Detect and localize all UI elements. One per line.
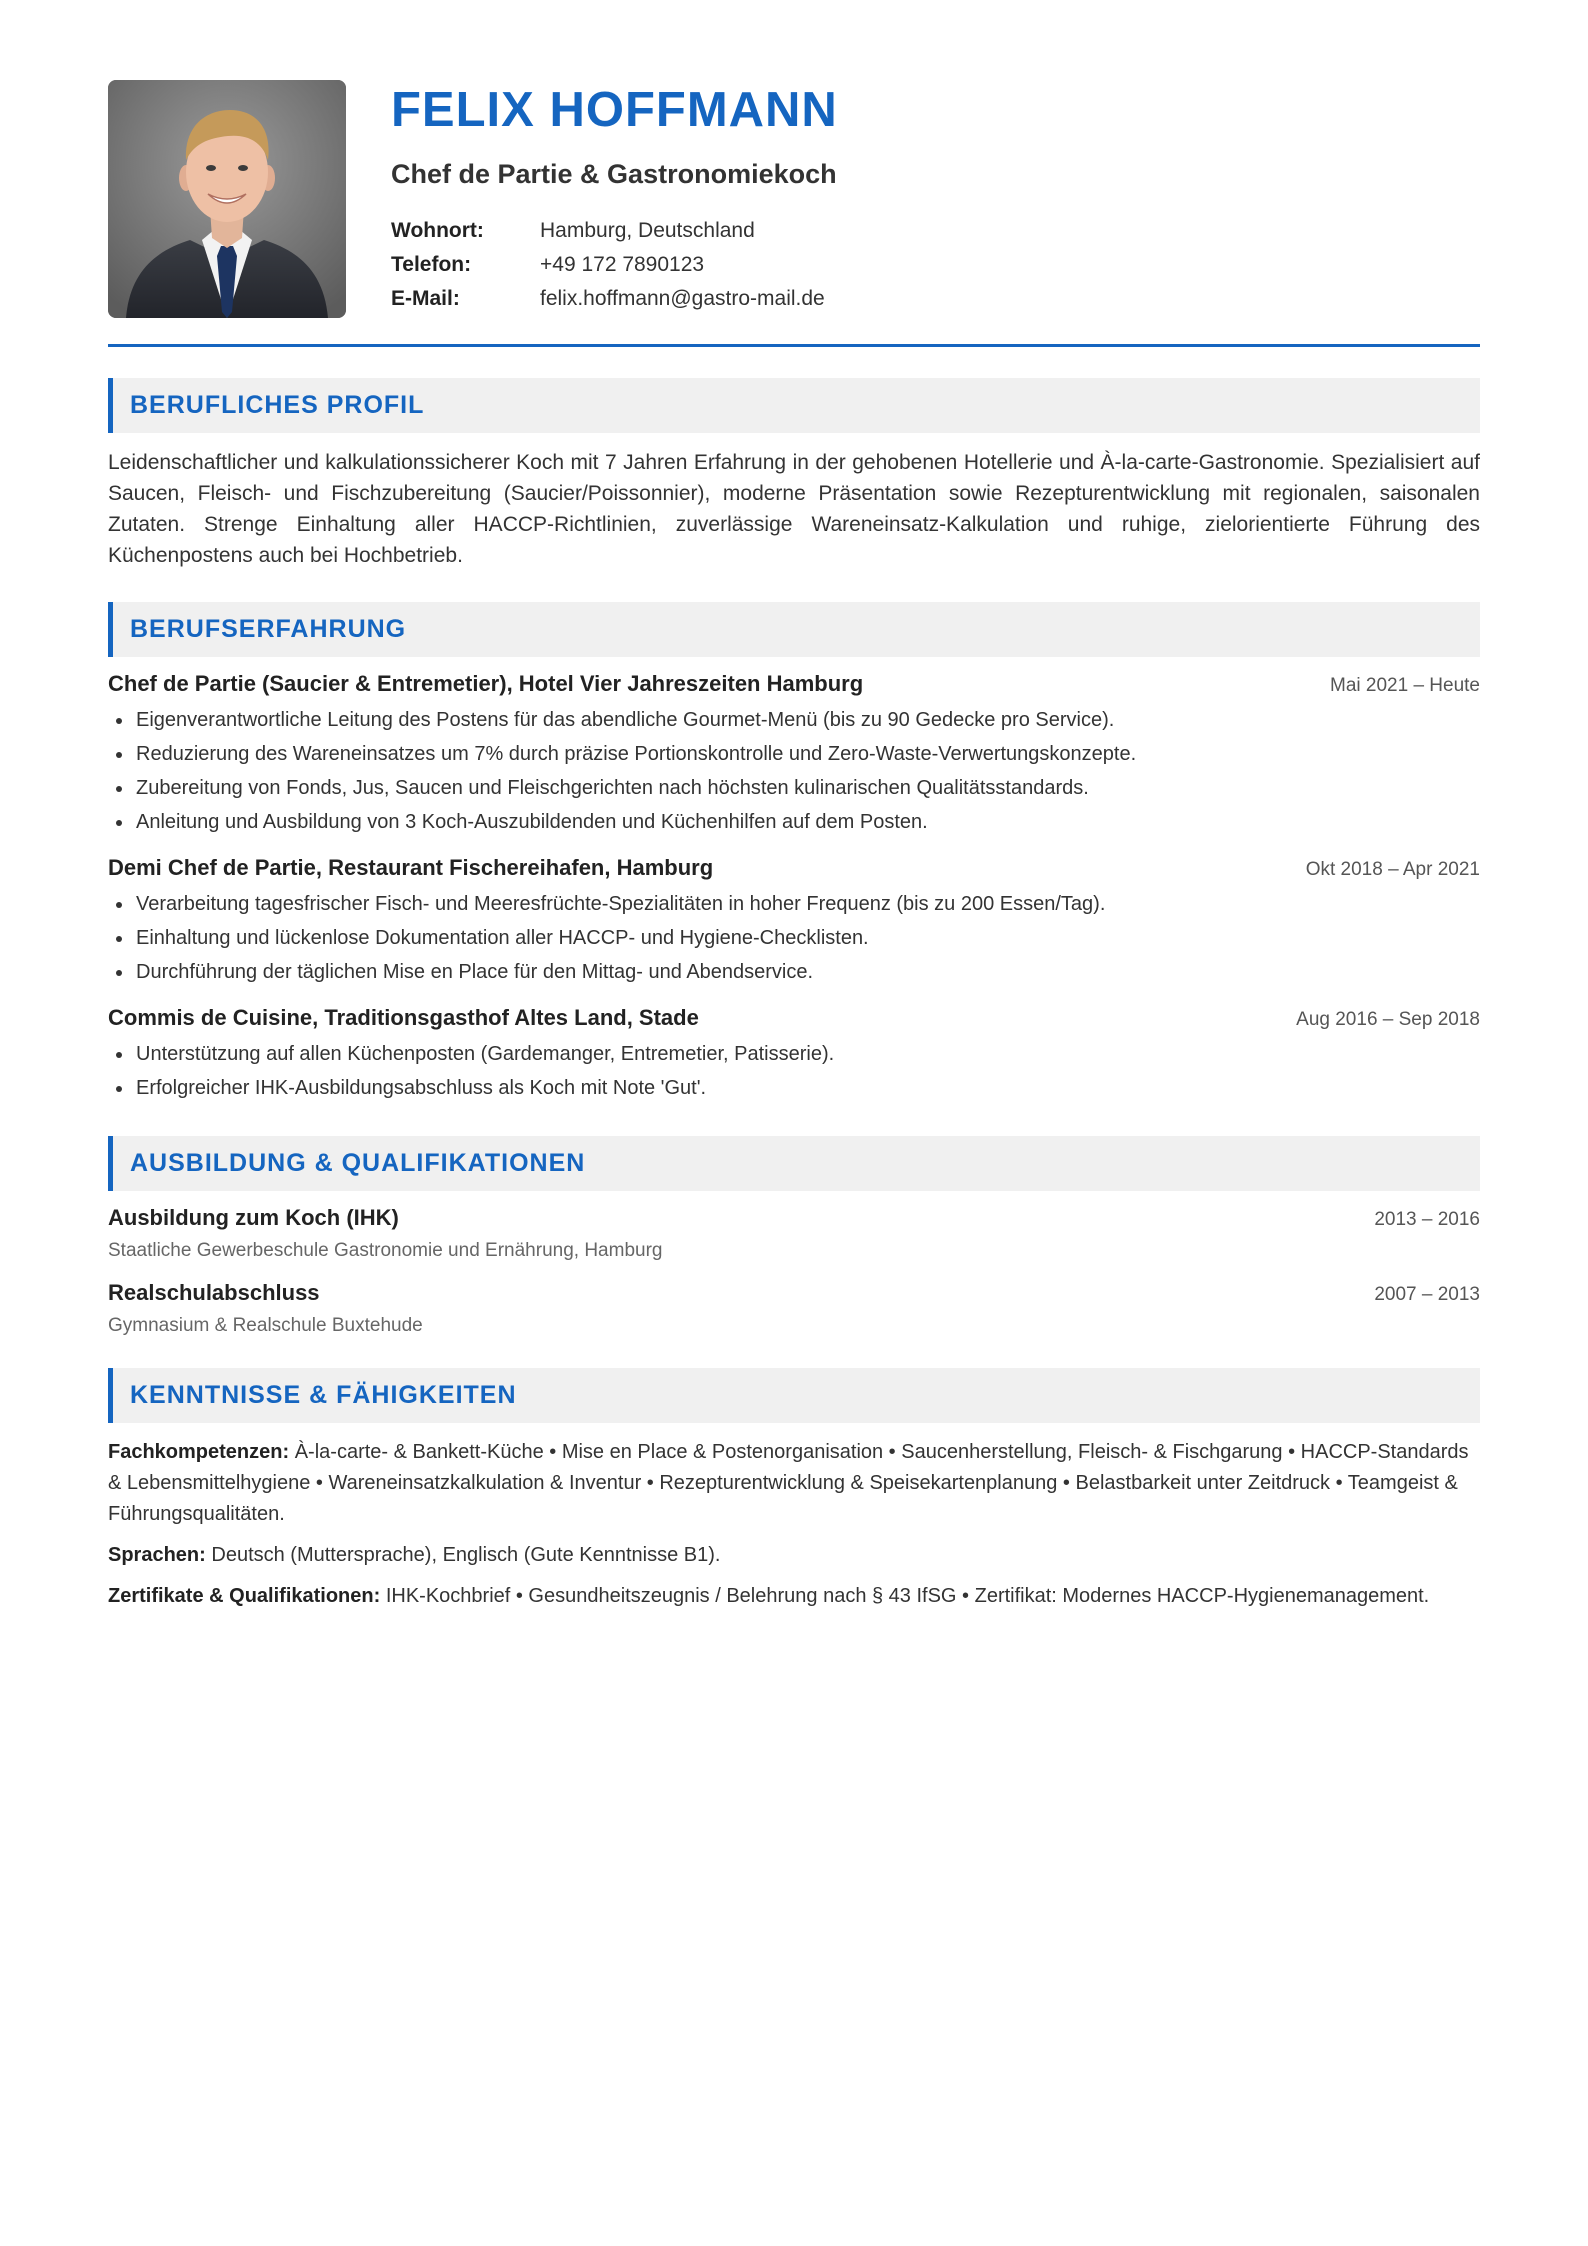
- contact-label: E-Mail:: [391, 287, 460, 310]
- bullet-item: Einhaltung und lückenlose Dokumentation aller HACCP- und Hygiene-Checklisten.: [108, 921, 1480, 955]
- education-title: Realschulabschluss: [108, 1280, 320, 1305]
- header-info: [391, 80, 838, 316]
- contact-label: Telefon:: [391, 253, 472, 276]
- bullet-item: Zubereitung von Fonds, Jus, Saucen und Fleischgerichten nach höchsten kulinarischen Qualitätsstandards.: [108, 771, 1480, 805]
- contact-value: Hamburg, Deutschland: [540, 219, 755, 242]
- education-header: [108, 1205, 1480, 1231]
- job-entry: [108, 855, 1480, 989]
- section-title: BERUFSERFAHRUNG: [130, 615, 407, 643]
- skill-label: Sprachen:: [108, 1544, 206, 1566]
- bullet-item: Erfolgreicher IHK-Ausbildungsabschluss als Koch mit Note 'Gut'.: [108, 1071, 1480, 1105]
- skill-paragraph: [108, 1540, 1480, 1571]
- contact-label: Wohnort:: [391, 219, 484, 242]
- portrait-image: [108, 80, 346, 318]
- skill-text: IHK-Kochbrief • Gesundheitszeugnis / Belehrung nach § 43 IfSG • Zertifikat: Modernes HACCP-Hygienemanagement.: [385, 1585, 1430, 1607]
- contact-list: [391, 214, 838, 316]
- bullet-item: Unterstützung auf allen Küchenposten (Gardemanger, Entremetier, Patisserie).: [108, 1037, 1480, 1071]
- candidate-title: Chef de Partie & Gastronomiekoch: [391, 159, 837, 189]
- skill-paragraph: [108, 1437, 1480, 1530]
- education-date: 2013 – 2016: [1374, 1209, 1480, 1230]
- section-title: KENNTNISSE & FÄHIGKEITEN: [130, 1381, 517, 1409]
- skill-label: Fachkompetenzen:: [108, 1441, 290, 1463]
- contact-row-phone: [391, 248, 838, 282]
- section-header-profile: [108, 378, 1480, 433]
- job-entry: [108, 1005, 1480, 1105]
- profile-photo: [108, 80, 346, 318]
- contact-row-email: [391, 282, 838, 316]
- job-title: Commis de Cuisine, Traditionsgasthof Altes Land, Stade: [108, 1005, 699, 1030]
- candidate-name: FELIX HOFFMANN: [391, 83, 838, 137]
- job-date: Okt 2018 – Apr 2021: [1305, 859, 1480, 880]
- education-date: 2007 – 2013: [1374, 1284, 1480, 1305]
- experience-list: [108, 671, 1480, 1105]
- header-divider: [108, 344, 1480, 347]
- job-header: [108, 855, 1480, 881]
- education-title: Ausbildung zum Koch (IHK): [108, 1205, 399, 1230]
- job-bullets: [108, 887, 1480, 989]
- job-header: [108, 1005, 1480, 1031]
- bullet-item: Eigenverantwortliche Leitung des Postens für das abendliche Gourmet-Menü (bis zu 90 Gedecke pro Service).: [108, 703, 1480, 737]
- job-title: Chef de Partie (Saucier & Entremetier), Hotel Vier Jahreszeiten Hamburg: [108, 671, 864, 696]
- education-list: [108, 1205, 1480, 1337]
- education-header: [108, 1280, 1480, 1306]
- section-header-experience: [108, 602, 1480, 657]
- bullet-item: Verarbeitung tagesfrischer Fisch- und Meeresfrüchte-Spezialitäten in hoher Frequenz (bis zu 200 Essen/Tag).: [108, 887, 1480, 921]
- bullet-item: Anleitung und Ausbildung von 3 Koch-Auszubildenden und Küchenhilfen auf dem Posten.: [108, 805, 1480, 839]
- skill-label: Zertifikate & Qualifikationen:: [108, 1585, 381, 1607]
- education-entry: [108, 1205, 1480, 1262]
- job-bullets: [108, 703, 1480, 839]
- contact-value: +49 172 7890123: [540, 253, 705, 276]
- skills-list: [108, 1437, 1480, 1612]
- profile-summary: Leidenschaftlicher und kalkulationssicherer Koch mit 7 Jahren Erfahrung in der gehobenen Hotellerie und À-la-carte-Gastronomie. Spezialisiert auf Saucen, Fleisch- und Fischzubereitung (Saucier/Poissonnier), moderne Präsentation sowie Rezepturentwicklung mit regionalen, saisonalen Zutaten. Strenge Einhaltung aller HACCP-Richtlinien, zuverlässige Wareneinsatz-Kalkulation und ruhige, zielorientierte Führung des Küchenpostens auch bei Hochbetrieb.: [108, 451, 1480, 567]
- contact-value: felix.hoffmann@gastro-mail.de: [540, 287, 825, 310]
- section-header-skills: [108, 1368, 1480, 1423]
- section-title: AUSBILDUNG & QUALIFIKATIONEN: [130, 1149, 586, 1177]
- job-title: Demi Chef de Partie, Restaurant Fischereihafen, Hamburg: [108, 855, 714, 880]
- job-header: [108, 671, 1480, 697]
- resume-header: [108, 80, 1480, 318]
- education-entry: [108, 1280, 1480, 1337]
- job-date: Mai 2021 – Heute: [1330, 675, 1480, 696]
- bullet-item: Durchführung der täglichen Mise en Place für den Mittag- und Abendservice.: [108, 955, 1480, 989]
- education-institution: Gymnasium & Realschule Buxtehude: [108, 1315, 423, 1336]
- job-bullets: [108, 1037, 1480, 1105]
- skill-text: Deutsch (Muttersprache), Englisch (Gute Kenntnisse B1).: [211, 1544, 721, 1566]
- job-entry: [108, 671, 1480, 839]
- bullet-item: Reduzierung des Wareneinsatzes um 7% durch präzise Portionskontrolle und Zero-Waste-Verwertungskonzepte.: [108, 737, 1480, 771]
- education-institution: Staatliche Gewerbeschule Gastronomie und Ernährung, Hamburg: [108, 1240, 663, 1261]
- contact-row-location: [391, 214, 838, 248]
- job-date: Aug 2016 – Sep 2018: [1296, 1009, 1480, 1030]
- section-header-education: [108, 1136, 1480, 1191]
- skill-paragraph: [108, 1581, 1480, 1612]
- skill-text: À-la-carte- & Bankett-Küche • Mise en Place & Postenorganisation • Saucenherstellung, Fleisch- & Fischgarung • HACCP-Standards & Lebensmittelhygiene • Wareneinsatzkalkulation & Inventur • Rezepturentwicklung & Speisekartenplanung • Belastbarkeit unter Zeitdruck • Teamgeist & Führungsqualitäten.: [108, 1441, 1469, 1525]
- section-title: BERUFLICHES PROFIL: [130, 391, 425, 419]
